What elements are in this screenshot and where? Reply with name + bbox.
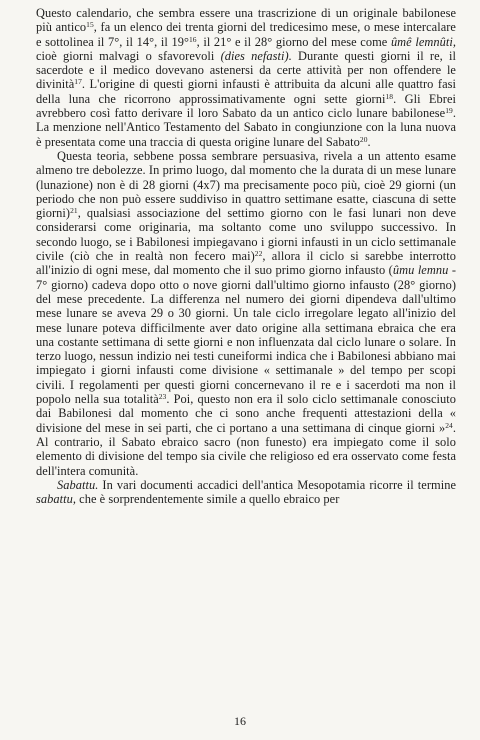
body-text — [36, 6, 456, 506]
text-run: . Poi, questo non era il solo ciclo settimanale conosciuto dai Babilonesi dal momento che ci sono anche frequenti attestazioni della « divisione del mese in sei parti, che ci portano a una settimana di cinque giorni » — [36, 392, 456, 435]
footnote-reference: 17 — [74, 77, 82, 87]
text-run: che è sorprendentemente simile a quello ebraico per — [76, 492, 340, 507]
footnote-reference: 24 — [445, 420, 453, 430]
text-run: . — [367, 134, 371, 149]
text-run: . Al contrario, il Sabato ebraico sacro (non funesto) era impiegato come il solo elemento di divisione del tempo sia civile che religioso ed era osservato come festa dell'intera comunità. — [36, 420, 456, 478]
italic-term: sabattu, — [36, 492, 76, 507]
footnote-reference: 21 — [70, 206, 78, 216]
paragraph-sabattu — [36, 478, 456, 507]
footnote-reference: 22 — [254, 249, 263, 259]
footnote-reference: 15 — [86, 20, 94, 30]
italic-term: ûmê lemnûti, — [390, 34, 456, 49]
text-run: Questa teoria, sebbene possa sembrare persuasiva, rivela a un attento esame almeno tre debolezze. In primo luogo, dal momento che la durata di un mese lunare (lunazione) non è di 28 giorni (4x7) ma precisamente poco più, cioè 29 giorni (un periodo che non può essere suddiviso in quattro settimane esatte, ciascuna di sette giorni) — [36, 148, 456, 221]
footnote-reference: 20 — [359, 134, 368, 144]
text-run: Durante questi giorni il re, il sacerdote e il medico dovevano astenersi da certe attività per non offendere le divinità — [36, 48, 456, 92]
text-run: . L'origine di questi giorni infausti è attribuita da alcuni alle quattro fasi della luna che ricorrono approssimativamente ogni sette giorni — [36, 77, 456, 106]
footnote-reference: 19 — [445, 106, 453, 116]
text-run: , qualsiasi associazione del settimo giorno con le fasi lunari non deve considerarsi come originaria, ma soltanto come uno sviluppo successivo. In secondo luogo, se i Babilonesi impiegavano i giorni infausti in un ciclo settimanale civile (ciò che in realtà non fecero mai) — [36, 206, 456, 264]
text-run: cioè giorni malvagi o sfavorevoli — [36, 48, 221, 63]
text-run: . Gli Ebrei avrebbero così fatto derivare il loro Sabato da un antico ciclo lunare babilonese — [36, 91, 456, 121]
text-run: Questo calendario, che sembra essere una trascrizione di un originale babilonese più antico — [36, 6, 456, 35]
footnote-reference: 18 — [385, 91, 394, 101]
text-run: - 7° giorno) cadeva dopo otto o nove giorni dall'ultimo giorno infausto (28° giorno) del mese precedente. La differenza nel numero dei giorni dipendeva dall'ultimo mese lunare se aveva 29 o 30 giorni. Un tale ciclo irregolare legato all'inizio del mese lunare poteva difficilmente aver dato origine alla settimana ebraica che era una costante settimana di sette giorni e non influenzata dal ciclo lunare o solare. In terzo luogo, nessun indizio nei testi cuneiformi indica che i Babilonesi abbiano mai impiegato i giorni infausti come divisione « settimanale » del tempo per scopi civili. I regolamenti per questi giorni concernevano il re e i sacerdoti ma non il popolo nella sua totalità — [36, 263, 457, 407]
paragraph-calendar — [36, 6, 456, 149]
text-run: , fa un elenco dei trenta giorni del tredicesimo mese, o mese intercalare e sottolinea il 7°, il 14°, il 19° — [36, 20, 456, 49]
text-run: In vari documenti accadici dell'antica Mesopotamia ricorre il termine — [98, 477, 456, 492]
italic-term: (dies nefasti). — [220, 48, 292, 63]
italic-term: Sabattu. — [57, 477, 99, 492]
footnote-reference: 16 — [188, 34, 197, 44]
text-run: . La menzione nell'Antico Testamento del Sabato in congiunzione con la luna nuova è presentata come una traccia di questa origine lunare del Sabato — [36, 106, 456, 149]
footnote-reference: 23 — [158, 392, 167, 402]
text-run: , allora il ciclo si sarebbe interrotto all'inizio di ogni mese, dal momento che il suo primo giorno infausto ( — [36, 249, 456, 278]
italic-term: ûmu lemnu — [392, 263, 449, 278]
text-run: , il 21° e il 28° giorno del mese come — [196, 34, 391, 49]
paragraph-theory-weaknesses — [36, 149, 456, 478]
page-number: 16 — [234, 714, 246, 728]
